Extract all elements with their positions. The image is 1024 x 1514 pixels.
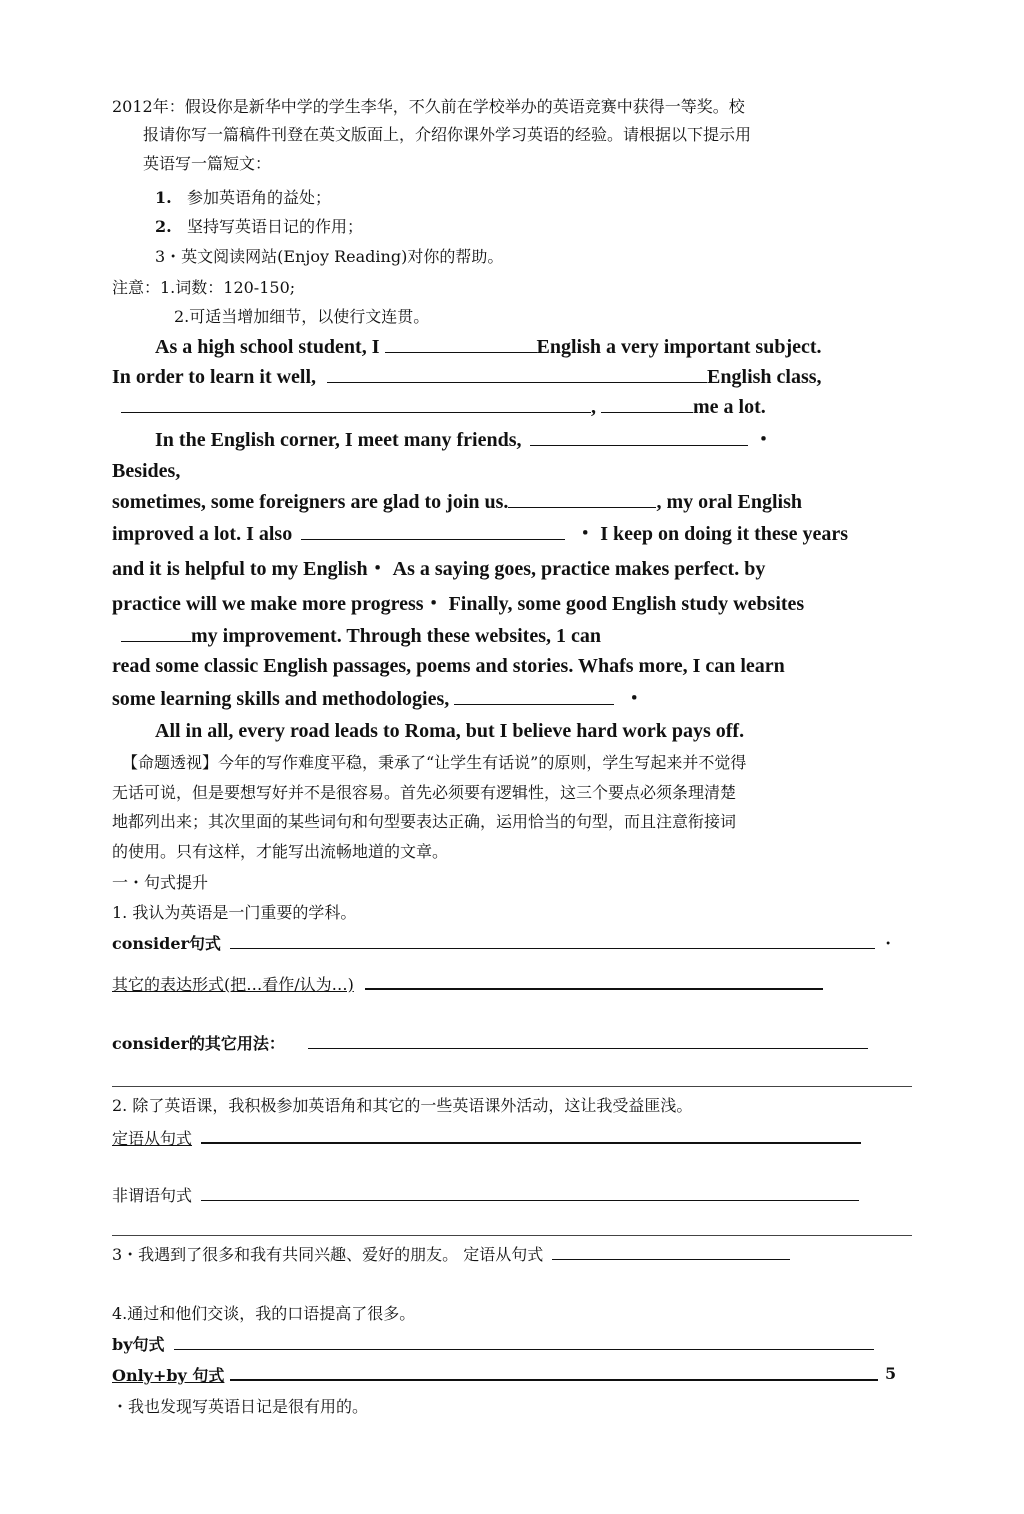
essay-line-1-end: English a very important subject. bbox=[536, 336, 822, 358]
essay-line-12-start: some learning skills and methodologies, bbox=[112, 688, 455, 710]
q2-nonfinite-label: 非谓语句式 bbox=[112, 1186, 193, 1205]
essay-line-11: read some classic English passages, poems and stories. Whafs more, I can learn bbox=[112, 655, 785, 677]
question-2: 2. 除了英语课，我积极参加英语角和其它的一些英语课外活动，这让我受益匪浅。 bbox=[112, 1096, 693, 1115]
point-2-text: 坚持写英语日记的作用； bbox=[186, 217, 363, 236]
essay-line-1 bbox=[155, 336, 822, 358]
q4-by-label: by句式 bbox=[112, 1335, 165, 1354]
divider-2 bbox=[112, 1235, 912, 1236]
q2-nonfinite-row bbox=[112, 1184, 859, 1207]
q1-usage-row bbox=[112, 1032, 868, 1055]
q1-other-label: 其它的表达形式(把…看作/认为…) bbox=[112, 975, 354, 994]
blank-5 bbox=[530, 429, 748, 446]
essay-line-2-start: In order to learn it well, bbox=[112, 366, 322, 388]
blank-2 bbox=[327, 366, 707, 383]
q4-number: 5 bbox=[885, 1364, 897, 1383]
essay-line-5: Besides, bbox=[112, 460, 181, 482]
essay-line-12-end: ・ bbox=[624, 688, 645, 710]
q1-consider-blank bbox=[230, 932, 875, 949]
essay-line-10 bbox=[121, 625, 601, 647]
point-1-text: 参加英语角的益处； bbox=[186, 188, 331, 207]
blank-9 bbox=[454, 688, 614, 705]
intro-line-2: 报请你写一篇稿件刊登在英文版面上，介绍你课外学习英语的经验。请根据以下提示用 bbox=[143, 125, 752, 144]
q4-only-blank bbox=[230, 1363, 878, 1381]
essay-line-10-text: my improvement. Through these websites, 1 can bbox=[191, 625, 601, 647]
section-title: 一・句式提升 bbox=[112, 873, 209, 892]
q2-nonfinite-blank bbox=[201, 1184, 859, 1201]
question-3-row bbox=[112, 1243, 790, 1266]
q1-other-blank bbox=[365, 972, 823, 990]
q2-attr-row bbox=[112, 1126, 861, 1150]
analysis-line-4: 的使用。只有这样，才能写出流畅地道的文章。 bbox=[112, 842, 449, 861]
point-3: 3・英文阅读网站(Enjoy Reading)对你的帮助。 bbox=[155, 247, 504, 266]
essay-line-8: and it is helpful to my English・ As a saying goes, practice makes perfect. by bbox=[112, 558, 766, 580]
point-2 bbox=[155, 216, 363, 238]
q1-other-row bbox=[112, 972, 823, 996]
point-1 bbox=[155, 187, 331, 209]
essay-line-3-end: me a lot. bbox=[693, 396, 766, 418]
q1-consider-row bbox=[112, 932, 896, 955]
question-4: 4.通过和他们交谈，我的口语提高了很多。 bbox=[112, 1304, 416, 1323]
question-1: 1. 我认为英语是一门重要的学科。 bbox=[112, 903, 357, 922]
note-2: 2.可适当增加细节，以使行文连贯。 bbox=[174, 307, 430, 326]
blank-7 bbox=[301, 523, 565, 540]
essay-line-6-end: , my oral English bbox=[656, 491, 803, 513]
q4-only-label: Only+by 句式 bbox=[112, 1366, 225, 1385]
analysis-line-1: 【命题透视】今年的写作难度平稳，秉承了“让学生有话说”的原则，学生写起来并不觉得 bbox=[122, 753, 747, 772]
note-1: 注意：1.词数：120-150; bbox=[112, 278, 296, 297]
essay-line-12 bbox=[112, 688, 644, 710]
blank-6 bbox=[508, 491, 656, 508]
analysis-line-2: 无话可说，但是要想写好并不是很容易。首先必须要有逻辑性，这三个要点必须条理清楚 bbox=[112, 783, 737, 802]
blank-8 bbox=[121, 625, 191, 642]
essay-line-9: practice will we make more progress・ Finally, some good English study websites bbox=[112, 593, 805, 615]
blank-3 bbox=[121, 396, 591, 413]
essay-line-13: All in all, every road leads to Roma, but I believe hard work pays off. bbox=[155, 720, 745, 742]
point-2-number: 2. bbox=[155, 217, 172, 236]
question-5: ・我也发现写英语日记是很有用的。 bbox=[112, 1397, 369, 1416]
analysis-line-3: 地都列出来；其次里面的某些词句和句型要表达正确，运用恰当的句型，而且注意衔接词 bbox=[112, 812, 737, 831]
essay-line-4-start: In the English corner, I meet many friends, bbox=[155, 429, 527, 451]
q3-blank bbox=[552, 1243, 790, 1260]
essay-line-3-comma: , bbox=[591, 396, 601, 418]
essay-line-2-end: English class, bbox=[707, 366, 822, 388]
q2-attr-blank bbox=[201, 1126, 861, 1144]
point-1-number: 1. bbox=[155, 188, 172, 207]
q1-usage-blank bbox=[308, 1032, 868, 1049]
intro-line-1: 2012年：假设你是新华中学的学生李华，不久前在学校举办的英语竞赛中获得一等奖。校 bbox=[112, 97, 745, 116]
question-3: 3・我遇到了很多和我有共同兴趣、爱好的朋友。 定语从句式 bbox=[112, 1245, 544, 1264]
essay-line-7-start: improved a lot. I also bbox=[112, 523, 298, 545]
blank-4 bbox=[601, 396, 693, 413]
q4-by-blank bbox=[174, 1333, 874, 1350]
essay-line-2 bbox=[112, 366, 822, 388]
q4-only-row bbox=[112, 1363, 878, 1387]
q1-usage-label: consider的其它用法： bbox=[112, 1034, 285, 1053]
essay-line-6-start: sometimes, some foreigners are glad to join us. bbox=[112, 491, 509, 513]
q4-by-row bbox=[112, 1333, 874, 1356]
essay-line-7-end: ・ I keep on doing it these years bbox=[575, 523, 848, 545]
essay-line-1-start: As a high school student, I bbox=[155, 336, 385, 358]
q1-consider-label: consider句式 bbox=[112, 934, 221, 953]
blank-1 bbox=[385, 336, 537, 353]
essay-line-6 bbox=[112, 491, 802, 513]
essay-line-4-end: ・ bbox=[753, 429, 774, 451]
essay-line-3 bbox=[121, 396, 766, 418]
divider-1 bbox=[112, 1086, 912, 1087]
essay-line-7 bbox=[112, 523, 848, 545]
q2-attr-label: 定语从句式 bbox=[112, 1129, 193, 1148]
intro-line-3: 英语写一篇短文： bbox=[143, 154, 272, 173]
q1-consider-end: ・ bbox=[880, 934, 897, 953]
essay-line-4 bbox=[155, 429, 773, 451]
